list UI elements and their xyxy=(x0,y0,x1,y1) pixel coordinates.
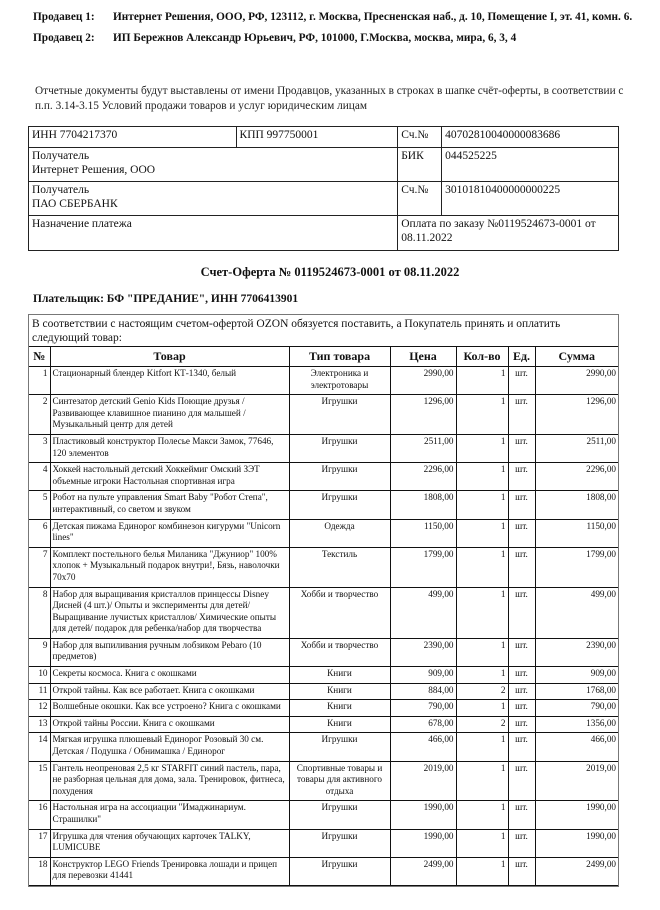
cell-sum: 2390,00 xyxy=(535,638,618,666)
cell-qty: 1 xyxy=(456,761,508,801)
cell-sum: 466,00 xyxy=(535,733,618,761)
cell-sum: 2511,00 xyxy=(535,434,618,462)
cell-sum: 1768,00 xyxy=(535,683,618,700)
cell-type: Игрушки xyxy=(289,733,390,761)
table-row xyxy=(29,638,618,666)
cell-num: 3 xyxy=(29,434,50,462)
bank-label: Получатель xyxy=(32,184,90,196)
cell-sum: 909,00 xyxy=(535,667,618,684)
items-section xyxy=(28,314,619,887)
table-row xyxy=(29,434,618,462)
cell-unit: шт. xyxy=(508,519,535,547)
table-row xyxy=(29,801,618,829)
cell-price: 2296,00 xyxy=(390,463,456,491)
cell-name: Хоккей настольный детский Хоккеймиг Омский ЗЭТ объемные игроки Настольная спортивная игра xyxy=(50,463,289,491)
cell-unit: шт. xyxy=(508,587,535,638)
table-row xyxy=(29,761,618,801)
cell-qty: 1 xyxy=(456,700,508,717)
items-header-row xyxy=(29,347,618,367)
cell-num: 8 xyxy=(29,587,50,638)
col-name: Товар xyxy=(50,347,289,367)
cell-name: Синтезатор детский Genio Kids Поющие друзья / Развивающее клавишное пианино для малышей / Музыкальный центр для детей xyxy=(50,395,289,435)
cell-qty: 1 xyxy=(456,857,508,885)
cell-num: 11 xyxy=(29,683,50,700)
cell-type: Игрушки xyxy=(289,829,390,857)
kpp-cell: КПП 997750001 xyxy=(236,127,398,148)
cell-sum: 1150,00 xyxy=(535,519,618,547)
cell-num: 14 xyxy=(29,733,50,761)
cell-name: Мягкая игрушка плюшевый Единорог Розовый 30 см. Детская / Подушка / Обнимашка / Единорог xyxy=(50,733,289,761)
cell-num: 10 xyxy=(29,667,50,684)
cell-sum: 1799,00 xyxy=(535,547,618,587)
cell-num: 7 xyxy=(29,547,50,587)
cell-unit: шт. xyxy=(508,716,535,733)
col-unit: Ед. xyxy=(508,347,535,367)
cell-sum: 1990,00 xyxy=(535,829,618,857)
seller-label: Продавец 2: xyxy=(33,32,95,44)
cell-price: 2390,00 xyxy=(390,638,456,666)
cell-name: Пластиковый конструктор Полесье Макси Замок, 77646, 120 элементов xyxy=(50,434,289,462)
cell-num: 17 xyxy=(29,829,50,857)
cell-sum: 1808,00 xyxy=(535,491,618,519)
cell-name: Набор для выпиливания ручным лобзиком Pebaro (10 предметов) xyxy=(50,638,289,666)
cell-name: Секреты космоса. Книга с окошками xyxy=(50,667,289,684)
col-qty: Кол-во xyxy=(456,347,508,367)
table-row xyxy=(29,829,618,857)
cell-type: Игрушки xyxy=(289,857,390,885)
cell-qty: 1 xyxy=(456,587,508,638)
cell-sum: 2499,00 xyxy=(535,857,618,885)
cell-qty: 1 xyxy=(456,434,508,462)
cell-num: 2 xyxy=(29,395,50,435)
cell-sum: 1990,00 xyxy=(535,801,618,829)
items-table xyxy=(29,346,618,886)
col-sum: Сумма xyxy=(535,347,618,367)
cell-qty: 1 xyxy=(456,519,508,547)
cell-unit: шт. xyxy=(508,733,535,761)
cell-name: Набор для выращивания кристаллов принцессы Disney Дисней (4 шт.)/ Опыты и эксперименты для детей/Выращивание лучистых кристаллов/ Химические опыты для детей/ подарок для ребенка/набор для творчества xyxy=(50,587,289,638)
cell-num: 1 xyxy=(29,367,50,395)
cell-num: 6 xyxy=(29,519,50,547)
cell-qty: 1 xyxy=(456,667,508,684)
cell-type: Хобби и творчество xyxy=(289,587,390,638)
cell-unit: шт. xyxy=(508,463,535,491)
cell-unit: шт. xyxy=(508,801,535,829)
cell-type: Игрушки xyxy=(289,463,390,491)
cell-unit: шт. xyxy=(508,638,535,666)
cell-name: Конструктор LEGO Friends Тренировка лошади и прицеп для перевозки 41441 xyxy=(50,857,289,885)
cell-qty: 2 xyxy=(456,683,508,700)
cell-name: Гантель неопреновая 2,5 кг STARFIT синий пастель, пара, не разборная цельная для дома, зала. Тренировок, фитнеса, похудения xyxy=(50,761,289,801)
seller-text: ИП Бережнов Александр Юрьевич, РФ, 101000, Г.Москва, москва, мира, 6, 3, 4 xyxy=(113,32,517,44)
cell-price: 884,00 xyxy=(390,683,456,700)
cell-name: Открой тайны. Как все работает. Книга с окошками xyxy=(50,683,289,700)
items-body xyxy=(29,367,618,886)
cell-name: Стационарный блендер Kitfort КТ-1340, белый xyxy=(50,367,289,395)
cell-type: Игрушки xyxy=(289,434,390,462)
cell-sum: 790,00 xyxy=(535,700,618,717)
account-value: 40702810040000083686 xyxy=(442,127,619,148)
cell-num: 4 xyxy=(29,463,50,491)
cell-type: Книги xyxy=(289,667,390,684)
seller-label: Продавец 1: xyxy=(33,11,95,23)
cell-type: Одежда xyxy=(289,519,390,547)
cell-price: 790,00 xyxy=(390,700,456,717)
cell-num: 15 xyxy=(29,761,50,801)
table-row xyxy=(29,367,618,395)
table-row xyxy=(29,733,618,761)
document-title: Счет-Оферта № 0119524673-0001 от 08.11.2022 xyxy=(200,265,460,279)
cell-type: Игрушки xyxy=(289,491,390,519)
cell-name: Игрушка для чтения обучающих карточек TALKY, LUMICUBE xyxy=(50,829,289,857)
bik-label: БИК xyxy=(398,148,442,182)
cell-unit: шт. xyxy=(508,367,535,395)
cell-sum: 2019,00 xyxy=(535,761,618,801)
bank-name: ПАО СБЕРБАНК xyxy=(32,198,118,210)
table-row xyxy=(29,667,618,684)
cell-unit: шт. xyxy=(508,761,535,801)
cell-price: 1296,00 xyxy=(390,395,456,435)
cell-qty: 1 xyxy=(456,367,508,395)
cell-qty: 1 xyxy=(456,491,508,519)
cell-type: Текстиль xyxy=(289,547,390,587)
cell-name: Открой тайны России. Книга с окошками xyxy=(50,716,289,733)
corr-account-label: Сч.№ xyxy=(398,182,442,216)
cell-price: 2019,00 xyxy=(390,761,456,801)
cell-num: 16 xyxy=(29,801,50,829)
cell-num: 5 xyxy=(29,491,50,519)
table-row xyxy=(29,857,618,885)
cell-price: 2511,00 xyxy=(390,434,456,462)
cell-num: 9 xyxy=(29,638,50,666)
seller-2 xyxy=(33,31,633,45)
cell-type: Электроника и электротовары xyxy=(289,367,390,395)
bik-value: 044525225 xyxy=(442,148,619,182)
table-row xyxy=(29,716,618,733)
cell-sum: 2990,00 xyxy=(535,367,618,395)
cell-price: 466,00 xyxy=(390,733,456,761)
recipient-cell xyxy=(29,148,398,182)
reporting-notice: Отчетные документы будут выставлены от имени Продавцов, указанных в строках в шапке счёт-оферты, в соответствии с п.п. 3.14-3.15 Условий продажи товаров и услуг юридическим лицам xyxy=(35,85,624,112)
cell-type: Книги xyxy=(289,700,390,717)
cell-qty: 1 xyxy=(456,733,508,761)
cell-name: Настольная игра на ассоциации "Имаджинариум. Страшилки" xyxy=(50,801,289,829)
cell-name: Робот на пульте управления Smart Baby "Робот Степа", интерактивный, со светом и звуком xyxy=(50,491,289,519)
cell-qty: 1 xyxy=(456,547,508,587)
cell-num: 13 xyxy=(29,716,50,733)
bank-cell xyxy=(29,182,398,216)
table-row xyxy=(29,547,618,587)
seller-1 xyxy=(33,10,633,24)
cell-unit: шт. xyxy=(508,547,535,587)
cell-type: Спортивные товары и товары для активного отдыха xyxy=(289,761,390,801)
cell-qty: 1 xyxy=(456,829,508,857)
table-row xyxy=(29,519,618,547)
table-row xyxy=(29,491,618,519)
table-row xyxy=(29,587,618,638)
cell-type: Хобби и творчество xyxy=(289,638,390,666)
cell-qty: 1 xyxy=(456,463,508,491)
col-price: Цена xyxy=(390,347,456,367)
cell-unit: шт. xyxy=(508,857,535,885)
cell-price: 1990,00 xyxy=(390,801,456,829)
col-type: Тип товара xyxy=(289,347,390,367)
offer-intro: В соответствии с настоящим счетом-офертой OZON обязуется поставить, а Покупатель принять и оплатить следующий товар: xyxy=(32,318,561,344)
purpose-label: Назначение платежа xyxy=(29,216,398,251)
cell-price: 2990,00 xyxy=(390,367,456,395)
cell-sum: 1296,00 xyxy=(535,395,618,435)
seller-text: Интернет Решения, ООО, РФ, 123112, г. Москва, Пресненская наб., д. 10, Помещение I, эт. 41, комн. 6. xyxy=(113,11,633,23)
cell-name: Волшебные окошки. Как все устроено? Книга с окошками xyxy=(50,700,289,717)
col-num: № xyxy=(29,347,50,367)
cell-sum: 499,00 xyxy=(535,587,618,638)
recipient-name: Интернет Решения, ООО xyxy=(32,164,156,176)
table-row xyxy=(29,395,618,435)
cell-unit: шт. xyxy=(508,395,535,435)
cell-price: 1150,00 xyxy=(390,519,456,547)
cell-unit: шт. xyxy=(508,683,535,700)
cell-sum: 1356,00 xyxy=(535,716,618,733)
cell-unit: шт. xyxy=(508,829,535,857)
cell-price: 1808,00 xyxy=(390,491,456,519)
cell-type: Книги xyxy=(289,683,390,700)
cell-type: Книги xyxy=(289,716,390,733)
cell-qty: 1 xyxy=(456,395,508,435)
cell-num: 12 xyxy=(29,700,50,717)
cell-unit: шт. xyxy=(508,700,535,717)
cell-unit: шт. xyxy=(508,667,535,684)
cell-price: 1799,00 xyxy=(390,547,456,587)
payer-line: Плательщик: БФ "ПРЕДАНИЕ", ИНН 7706413901 xyxy=(33,293,299,305)
cell-qty: 1 xyxy=(456,638,508,666)
cell-unit: шт. xyxy=(508,491,535,519)
cell-price: 499,00 xyxy=(390,587,456,638)
table-row xyxy=(29,463,618,491)
table-row xyxy=(29,700,618,717)
cell-price: 909,00 xyxy=(390,667,456,684)
cell-sum: 2296,00 xyxy=(535,463,618,491)
inn-cell: ИНН 7704217370 xyxy=(29,127,237,148)
cell-name: Детская пижама Единорог комбинезон кигуруми "Unicorn lines" xyxy=(50,519,289,547)
cell-price: 678,00 xyxy=(390,716,456,733)
purpose-value: Оплата по заказу №0119524673-0001 от 08.11.2022 xyxy=(398,216,619,251)
cell-type: Игрушки xyxy=(289,395,390,435)
bank-requisites-table xyxy=(28,126,619,251)
sellers-block xyxy=(33,10,633,52)
corr-account-value: 30101810400000000225 xyxy=(442,182,619,216)
cell-type: Игрушки xyxy=(289,801,390,829)
cell-qty: 1 xyxy=(456,801,508,829)
cell-qty: 2 xyxy=(456,716,508,733)
cell-name: Комплект постельного белья Миланика "Джуниор" 100% хлопок + Музыкальный подарок внутри!, Бязь, наволочки 70х70 xyxy=(50,547,289,587)
cell-price: 2499,00 xyxy=(390,857,456,885)
cell-unit: шт. xyxy=(508,434,535,462)
cell-num: 18 xyxy=(29,857,50,885)
cell-price: 1990,00 xyxy=(390,829,456,857)
account-label: Сч.№ xyxy=(398,127,442,148)
table-row xyxy=(29,683,618,700)
recipient-label: Получатель xyxy=(32,150,90,162)
